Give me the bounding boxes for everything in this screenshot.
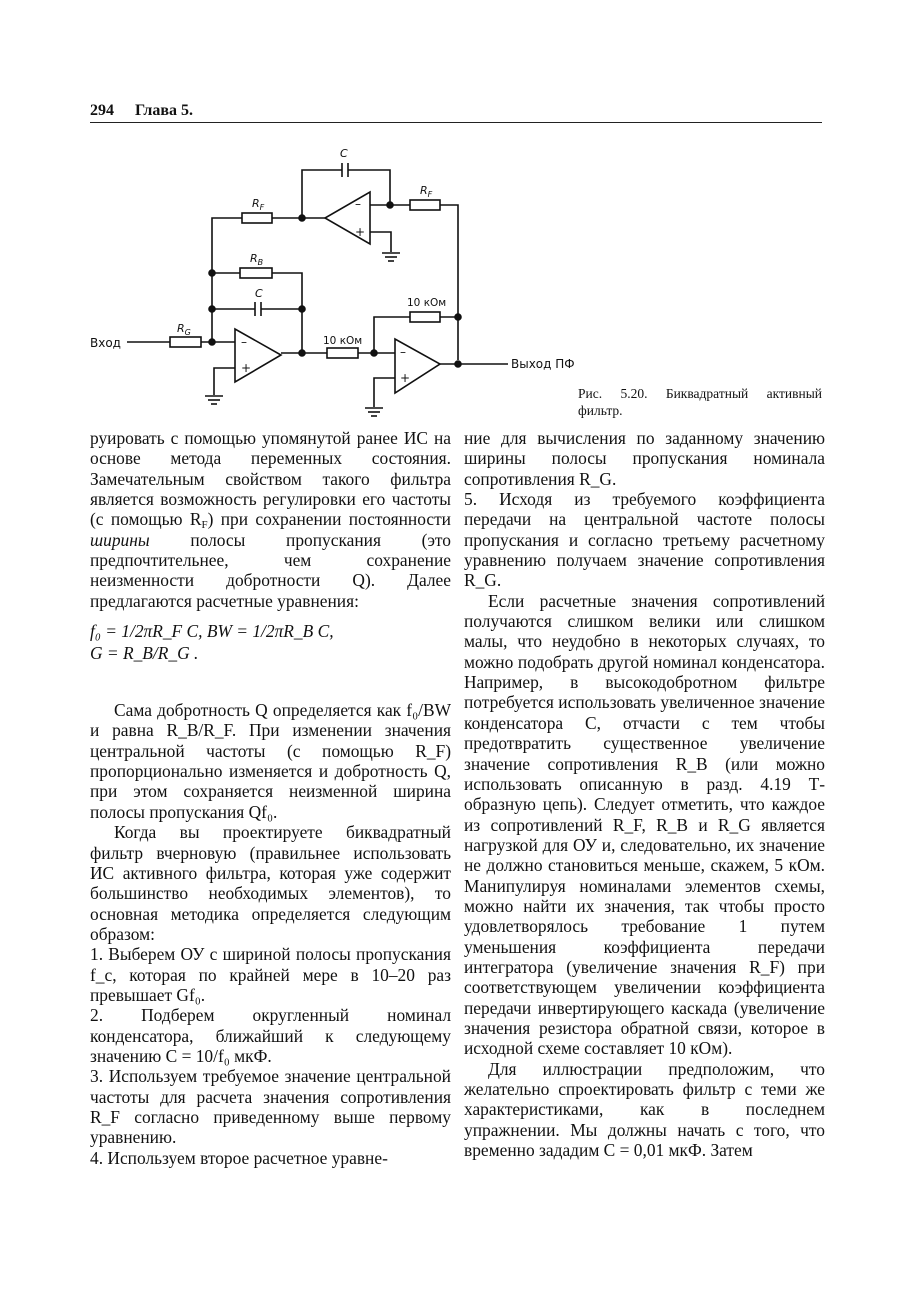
svg-text:RG: $R_G$ bbox=[177, 322, 191, 337]
label-input: Вход bbox=[90, 336, 121, 350]
equations: f₀ = 1/2πR_F C, BW = 1/2πR_B C, G = R_B/R_G . bbox=[90, 621, 334, 664]
figure-caption: Рис. 5.20. Биквадратный активный фильтр. bbox=[578, 386, 822, 418]
left-text-column bbox=[90, 428, 451, 1168]
right-text-column bbox=[464, 428, 825, 1160]
list-item: ние для вычисления по заданному значению ширины полосы пропускания номинала сопротивления R_G. bbox=[464, 428, 825, 489]
svg-text:+: + bbox=[355, 225, 366, 239]
biquad-filter-schematic bbox=[80, 140, 600, 420]
list-item: 1. Выберем ОУ с шириной полосы пропускания f_c, которая по крайней мере в 10–20 раз превышает Gf₀. bbox=[90, 944, 451, 1005]
label-output: Выход ПФ bbox=[511, 357, 575, 371]
svg-text:–: – bbox=[241, 335, 247, 349]
paragraph: Когда вы проектируете биквадратный фильтр вчерновую (правильнее использовать ИС активного фильтра, которая уже содержит большинство необходимых элементов), то основная методика определяется следующим образом: bbox=[90, 822, 451, 944]
svg-text:RF: $R_F$ bbox=[420, 184, 433, 199]
chapter-title: Глава 5. bbox=[135, 102, 193, 119]
list-item: 2. Подберем округленный номинал конденсатора, ближайший к следующему значению C = 10/f₀ мкФ. bbox=[90, 1005, 451, 1066]
list-item: 5. Исходя из требуемого коэффициента передачи на центральной частоте полосы пропускания и согласно третьему расчетному уравнению получаем значение сопротивления R_G. bbox=[464, 489, 825, 591]
svg-text:–: – bbox=[400, 345, 406, 359]
label-c-top: C bbox=[340, 147, 348, 160]
svg-text:–: – bbox=[355, 197, 361, 211]
svg-text:10 кОм: 10 кОм bbox=[407, 297, 447, 309]
paragraph: Для иллюстрации предположим, что желательно спроектировать фильтр с теми же характеристиками, как в последнем упражнении. Мы должны начать с того, что временно зададим C = 0,01 мкФ. Затем bbox=[464, 1058, 825, 1161]
svg-text:+: + bbox=[400, 371, 411, 385]
svg-text:RF: $R_F$ bbox=[252, 197, 265, 212]
paragraph: Сама добротность Q определяется как f₀/BW и равна R_B/R_F. При изменении значения центральной частоты (с помощью R_F) пропорционально изменяется и добротность Q, при этом сохраняется неизменной ширина полосы пропускания Qf₀. bbox=[90, 700, 451, 822]
paragraph: руировать с помощью упомянутой ранее ИС на основе метода переменных состояния. Замечательным свойством такого фильтра является возможность регулировки его частоты (с помощью $R_F$) при сохранении постоянности ширины полосы пропускания (это предпочтительнее, чем сохранение неизменности добротности Q). Далее предлагаются расчетные уравнения: bbox=[90, 428, 451, 611]
svg-text:C: C bbox=[255, 287, 263, 300]
svg-text:RB: $R_B$ bbox=[250, 252, 264, 267]
svg-text:10 кОм: 10 кОм bbox=[323, 335, 363, 347]
list-item: 4. Используем второе расчетное уравне- bbox=[90, 1147, 388, 1168]
page-header bbox=[90, 100, 822, 123]
list-item: 3. Используем требуемое значение центральной частоты для расчета значения сопротивления R_F согласно приведенному выше первому уравнению. bbox=[90, 1066, 451, 1148]
page-number: 294 bbox=[90, 102, 114, 119]
paragraph: Если расчетные значения сопротивлений получаются слишком велики или слишком малы, что неудобно в некоторых случаях, то можно подобрать другой номинал конденсатора. Например, в высокодобротном фильтре потребуется использовать увеличенное значение конденсатора C, отчасти с тем чтобы предотвратить существенное увеличение значение сопротивления R_B (или можно использовать описанную в разд. 4.19 Т-образную цепь). Следует отметить, что каждое из сопротивлений R_F, R_B и R_G является нагрузкой для ОУ и, следовательно, их значение не должно становиться меньше, скажем, 5 кОм. Манипулируя номиналами элементов схемы, можно найти их значения, так чтобы просто удовлетворялось требование 1 путем уменьшения коэффициента передачи интегратора (увеличение значения R_F) при соответствующем увеличении коэффициента передачи инвертирующего каскада (увеличение значения резистора обратной связи, которое в исходной схеме составляет 10 кОм). bbox=[464, 590, 825, 1059]
svg-text:+: + bbox=[241, 361, 252, 375]
